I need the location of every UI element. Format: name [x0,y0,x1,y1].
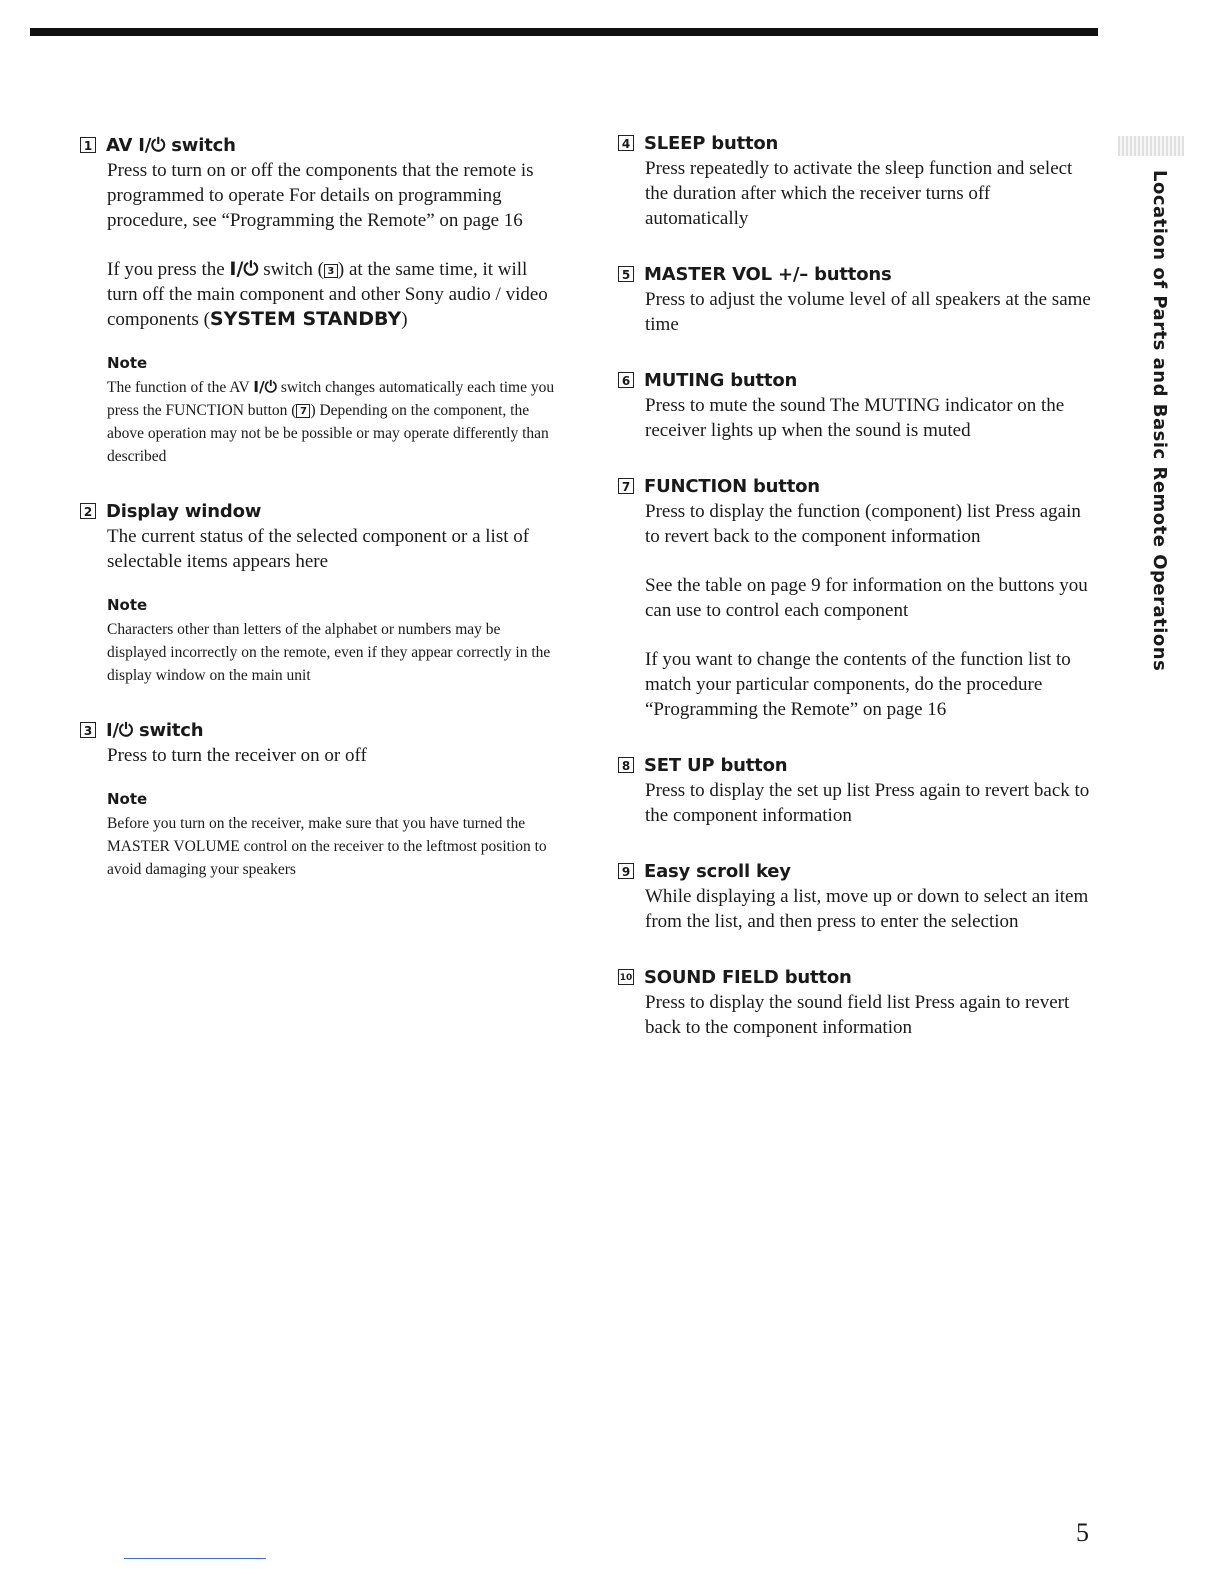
item-body [645,778,1098,828]
item-heading [80,132,560,158]
item-paragraph: Press to adjust the volume level of all speakers at the same time [645,289,1091,335]
item-paragraph: Press to display the set up list Press again to revert back to the component information [645,780,1090,826]
item-number: 5 [618,266,634,282]
item-number: 3 [80,722,96,738]
item-sound-field-button [618,964,1098,1040]
item-paragraph: Press to turn the receiver on or off [107,745,367,766]
item-heading [80,717,560,743]
item-number: 8 [618,757,634,773]
item-heading [618,367,1098,393]
item-title: Display window [106,500,262,522]
item-body [645,393,1098,443]
item-title: Easy scroll key [644,860,791,882]
item-heading [618,130,1098,156]
bottom-underline [124,1558,266,1559]
item-paragraph: See the table on page 9 for information on the buttons you can use to control each component [645,575,1088,621]
item-title: MUTING button [644,369,798,391]
item-heading [618,752,1098,778]
note-label: Note [107,354,148,372]
item-paragraph: Press to display the function (component) list Press again to revert back to the component information [645,501,1081,547]
item-number: 7 [618,478,634,494]
note [107,790,560,881]
item-body [645,287,1098,337]
item-paragraph: While displaying a list, move up or down to select an item from the list, and then press to enter the selection [645,886,1089,932]
item-setup-button [618,752,1098,828]
note [107,354,560,468]
item-number: 9 [618,863,634,879]
item-body [645,990,1098,1040]
item-paragraph: Press repeatedly to activate the sleep function and select the duration after which the receiver turns off automatically [645,158,1073,229]
item-number: 1 [80,137,96,153]
item-paragraph: Press to turn on or off the components that the remote is programmed to operate For details on programming procedure, see “Programming the Remote” on page 16 [107,160,534,231]
note-text: Characters other than letters of the alphabet or numbers may be displayed incorrectly on the remote, even if they appear correctly in the display window on the main unit [107,621,551,684]
item-number: 2 [80,503,96,519]
item-paragraph: If you press the I/⏻ switch ( 3 ) at the same time, it will turn off the main component and other Sony audio / video components (SYSTEM STANDBY) [107,258,548,330]
item-body [107,743,560,768]
item-heading [618,473,1098,499]
item-master-vol-buttons [618,261,1098,337]
item-av-switch [80,132,560,468]
note [107,596,560,687]
page-number: 5 [1076,1518,1089,1547]
item-heading [618,261,1098,287]
item-body [645,499,1098,722]
item-body [645,884,1098,934]
item-paragraph: If you want to change the contents of the function list to match your particular components, do the procedure “Programming the Remote” on page 16 [645,649,1071,720]
item-muting-button [618,367,1098,443]
item-title: FUNCTION button [644,475,820,497]
item-easy-scroll-key [618,858,1098,934]
item-paragraph: Press to mute the sound The MUTING indicator on the receiver lights up when the sound is muted [645,395,1065,441]
item-title: SOUND FIELD button [644,966,852,988]
item-number: 10 [618,969,634,985]
item-heading [618,964,1098,990]
side-section-title [1148,170,1178,672]
item-power-switch [80,717,560,881]
item-display-window [80,498,560,687]
item-heading [80,498,560,524]
side-section-title-text: Location of Parts and Basic Remote Operations [1149,170,1170,672]
item-paragraph: Press to display the sound field list Press again to revert back to the component information [645,992,1070,1038]
section-tab-marker [1118,136,1184,156]
item-number: 4 [618,135,634,151]
note-label: Note [107,596,148,614]
item-title: SET UP button [644,754,788,776]
item-body [645,156,1098,231]
item-body [107,158,560,332]
item-sleep-button [618,130,1098,231]
item-title: SLEEP button [644,132,779,154]
item-function-button [618,473,1098,722]
item-body [107,524,560,574]
note-text: The function of the AV I/⏻ switch changes automatically each time you press the FUNCTION button ( 7 ) Depending on the component, the above operation may not be be possible or may operate differently than described [107,378,555,465]
right-column [618,130,1098,1070]
item-title: I/⏻ switch [106,719,204,741]
item-title: MASTER VOL +/– buttons [644,263,892,285]
item-title: AV I/⏻ switch [106,134,236,156]
item-number: 6 [618,372,634,388]
item-paragraph: The current status of the selected component or a list of selectable items appears here [107,526,530,572]
item-heading [618,858,1098,884]
top-rule [30,28,1098,36]
note-text: Before you turn on the receiver, make sure that you have turned the MASTER VOLUME control on the receiver to the leftmost position to avoid damaging your speakers [107,815,547,878]
note-label: Note [107,790,148,808]
left-column [80,132,560,911]
inline-item-number: 7 [296,404,310,418]
inline-item-number: 3 [324,264,338,278]
